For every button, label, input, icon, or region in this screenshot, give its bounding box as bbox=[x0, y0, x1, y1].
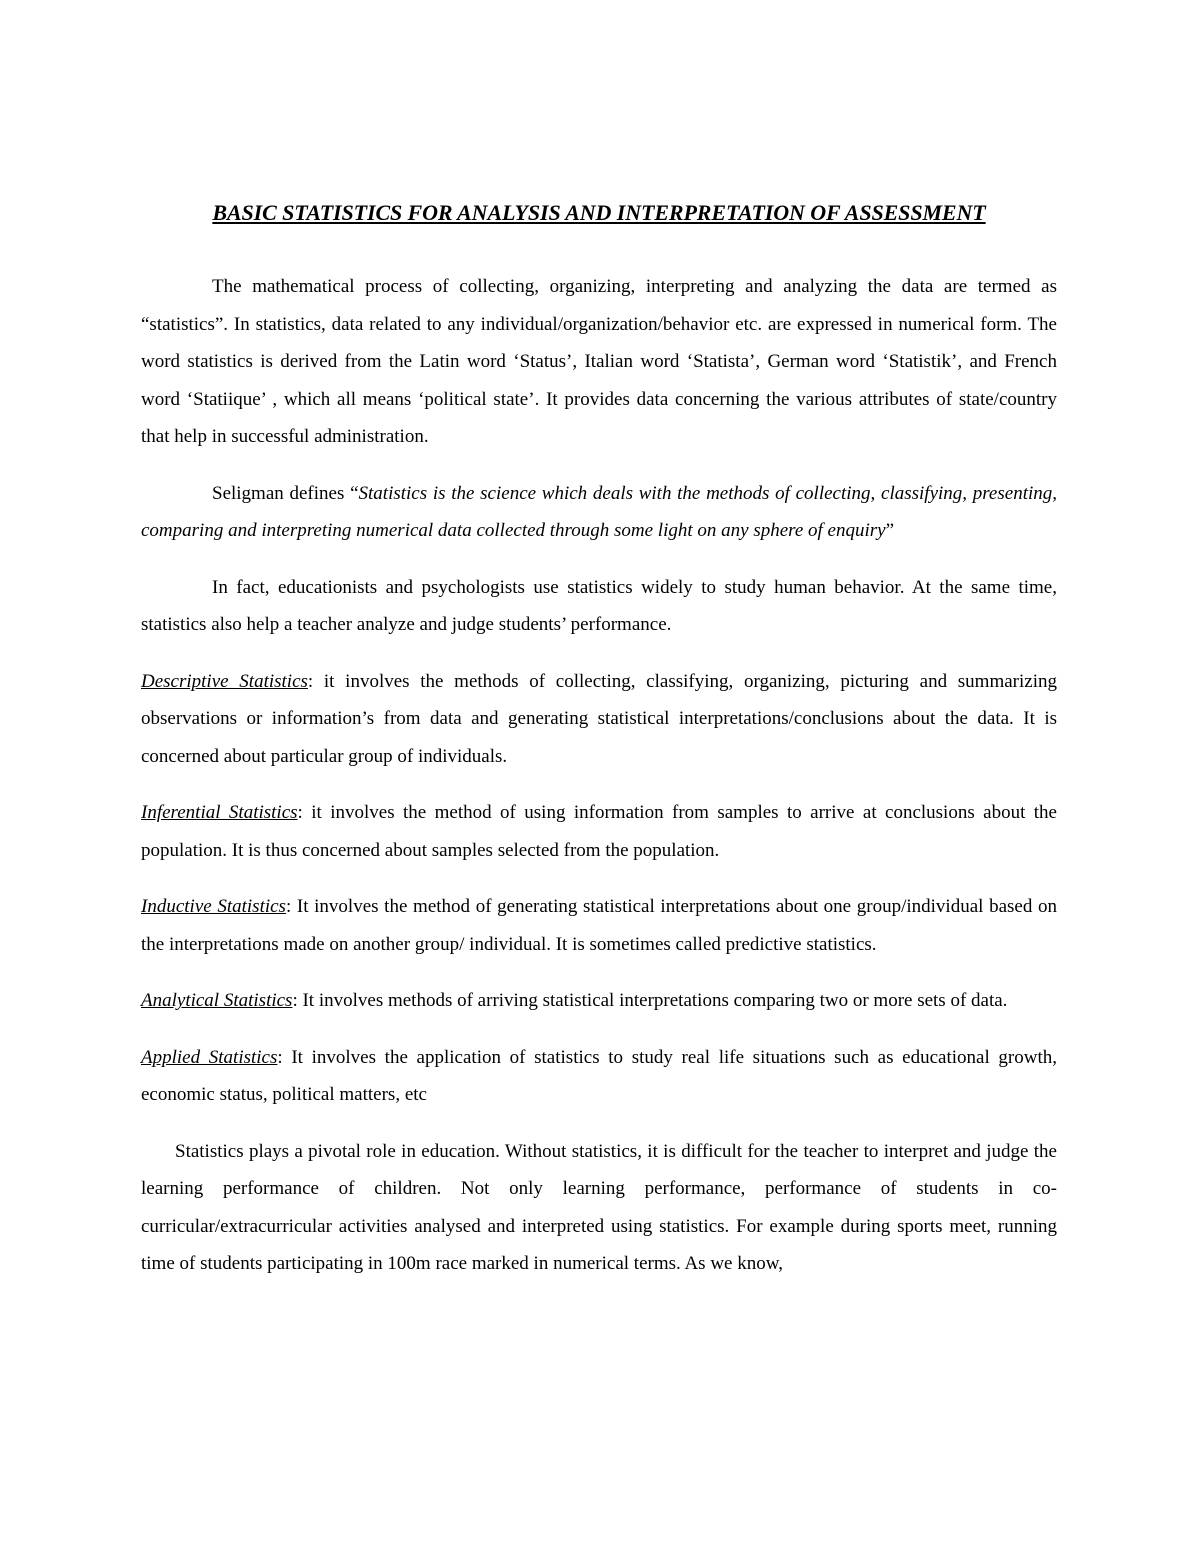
definition-text: : It involves the application of statistics to study real life situations such as educational growth, economic status, political matters, etc bbox=[141, 1046, 1057, 1106]
document-title: BASIC STATISTICS FOR ANALYSIS AND INTERPRETATION OF ASSESSMENT bbox=[212, 200, 986, 225]
document-body bbox=[141, 200, 1057, 1302]
definition-text: : It involves the method of generating statistical interpretations about one group/individual based on the interpretations made on another group/ individual. It is sometimes called predictive statistics. bbox=[141, 896, 1057, 955]
definition-inductive bbox=[141, 888, 1057, 963]
seligman-quote-close: ” bbox=[885, 520, 895, 542]
definition-text: : It involves methods of arriving statistical interpretations comparing two or more sets of data. bbox=[292, 990, 1008, 1012]
seligman-intro-text: Seligman defines “ bbox=[212, 482, 359, 504]
definition-term: Inferential Statistics bbox=[141, 802, 298, 824]
intro-paragraph: The mathematical process of collecting, organizing, interpreting and analyzing the data are termed as “statistics”. In statistics, data related to any individual/organization/behavior etc. are expressed in numerical form. The word statistics is derived from the Latin word ‘Status’, Italian word ‘Statista’, German word ‘Statistik’, and French word ‘Statiique’ , which all means ‘political state’. It provides data concerning the various attributes of state/country that help in successful administration. bbox=[141, 276, 1057, 448]
definition-term: Inductive Statistics bbox=[141, 896, 286, 918]
definition-text: : it involves the method of using information from samples to arrive at conclusions about the population. It is thus concerned about samples selected from the population. bbox=[141, 802, 1057, 861]
definition-term: Descriptive Statistics bbox=[141, 670, 308, 692]
definition-term: Applied Statistics bbox=[141, 1046, 278, 1068]
definition-inferential bbox=[141, 794, 1057, 869]
definition-term: Analytical Statistics bbox=[141, 990, 293, 1012]
education-role-paragraph: Statistics plays a pivotal role in education. Without statistics, it is difficult for the teacher to interpret and judge the learning performance of children. Not only learning performance, performance of students in co-curricular/extracurricular activities analysed and interpreted using statistics. For example during sports meet, running time of students participating in 100m race marked in numerical terms. As we know, bbox=[141, 1140, 1057, 1275]
seligman-quote: Statistics is the science which deals with the methods of collecting, classifying, presenting, comparing and interpreting numerical data collected through some light on any sphere of enquiry bbox=[141, 482, 1057, 542]
definition-analytical bbox=[141, 982, 1057, 1020]
education-paragraph: In fact, educationists and psychologists use statistics widely to study human behavior. At the same time, statistics also help a teacher analyze and judge students’ performance. bbox=[141, 576, 1057, 636]
definition-descriptive bbox=[141, 663, 1057, 776]
seligman-definition-paragraph bbox=[141, 475, 1057, 550]
definition-text: : it involves the methods of collecting, classifying, organizing, picturing and summarizing observations or information’s from data and generating statistical interpretations/conclusions about the data. It is concerned about particular group of individuals. bbox=[141, 670, 1057, 767]
definition-applied bbox=[141, 1039, 1057, 1114]
